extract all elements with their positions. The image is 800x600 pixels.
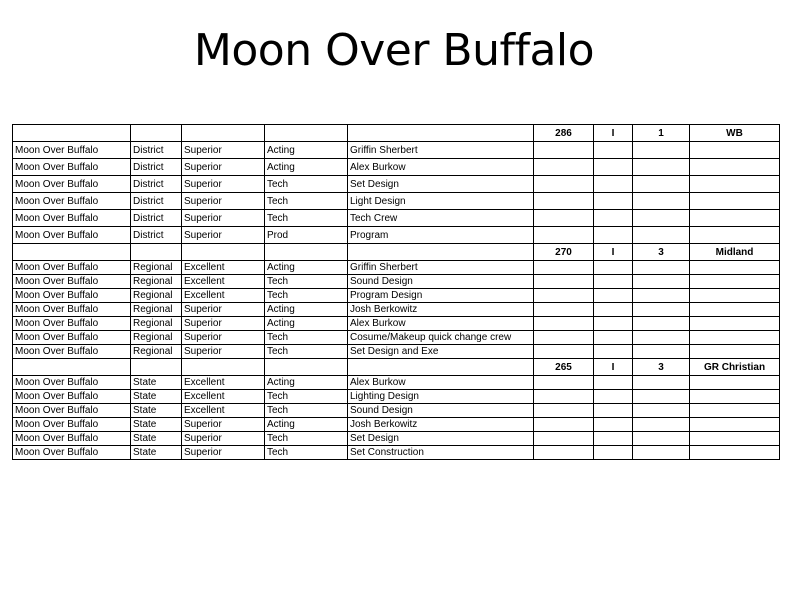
- rating-cell: Excellent: [182, 390, 265, 404]
- level-cell: State: [131, 446, 182, 460]
- level-cell: District: [131, 159, 182, 176]
- award-cell: Light Design: [348, 193, 534, 210]
- empty-cell: [534, 345, 594, 359]
- category-cell: Acting: [265, 303, 348, 317]
- empty-cell: [594, 390, 633, 404]
- table-row: [13, 210, 780, 227]
- empty-cell: [633, 289, 690, 303]
- level-cell: Regional: [131, 331, 182, 345]
- group-rank-cell: 3: [633, 244, 690, 261]
- level-cell: District: [131, 193, 182, 210]
- rating-cell: Excellent: [182, 289, 265, 303]
- empty-cell: [594, 142, 633, 159]
- show-cell: Moon Over Buffalo: [13, 261, 131, 275]
- category-cell: Acting: [265, 261, 348, 275]
- table-row: [13, 193, 780, 210]
- level-cell: State: [131, 432, 182, 446]
- award-cell: Set Design: [348, 176, 534, 193]
- table-row: [13, 331, 780, 345]
- empty-cell: [690, 390, 780, 404]
- empty-cell: [534, 142, 594, 159]
- show-cell: Moon Over Buffalo: [13, 176, 131, 193]
- group-rank-cell: 1: [633, 125, 690, 142]
- empty-cell: [594, 404, 633, 418]
- empty-cell: [131, 125, 182, 142]
- group-score-cell: 265: [534, 359, 594, 376]
- empty-cell: [348, 359, 534, 376]
- group-score-cell: 270: [534, 244, 594, 261]
- show-cell: Moon Over Buffalo: [13, 418, 131, 432]
- award-cell: Sound Design: [348, 404, 534, 418]
- empty-cell: [633, 142, 690, 159]
- category-cell: Acting: [265, 142, 348, 159]
- empty-cell: [594, 446, 633, 460]
- rating-cell: Superior: [182, 159, 265, 176]
- show-cell: Moon Over Buffalo: [13, 142, 131, 159]
- empty-cell: [633, 275, 690, 289]
- table-row: [13, 289, 780, 303]
- table-row: [13, 404, 780, 418]
- show-cell: Moon Over Buffalo: [13, 317, 131, 331]
- empty-cell: [594, 331, 633, 345]
- empty-cell: [633, 261, 690, 275]
- empty-cell: [633, 404, 690, 418]
- level-cell: Regional: [131, 317, 182, 331]
- empty-cell: [131, 359, 182, 376]
- empty-cell: [633, 376, 690, 390]
- category-cell: Tech: [265, 331, 348, 345]
- page-title: Moon Over Buffalo: [193, 25, 595, 76]
- empty-cell: [534, 289, 594, 303]
- empty-cell: [594, 176, 633, 193]
- group-header-row: [13, 244, 780, 261]
- group-header-row: [13, 125, 780, 142]
- empty-cell: [633, 345, 690, 359]
- empty-cell: [534, 303, 594, 317]
- level-cell: District: [131, 176, 182, 193]
- empty-cell: [633, 432, 690, 446]
- show-cell: Moon Over Buffalo: [13, 275, 131, 289]
- empty-cell: [633, 331, 690, 345]
- level-cell: Regional: [131, 289, 182, 303]
- table-body: [13, 125, 780, 460]
- empty-cell: [633, 210, 690, 227]
- level-cell: Regional: [131, 303, 182, 317]
- level-cell: State: [131, 376, 182, 390]
- group-score-cell: 286: [534, 125, 594, 142]
- award-cell: Josh Berkowitz: [348, 418, 534, 432]
- empty-cell: [534, 376, 594, 390]
- show-cell: Moon Over Buffalo: [13, 227, 131, 244]
- rating-cell: Excellent: [182, 261, 265, 275]
- empty-cell: [690, 345, 780, 359]
- empty-cell: [534, 331, 594, 345]
- rating-cell: Excellent: [182, 376, 265, 390]
- empty-cell: [594, 210, 633, 227]
- table-row: [13, 176, 780, 193]
- table-row: [13, 317, 780, 331]
- level-cell: District: [131, 142, 182, 159]
- empty-cell: [182, 359, 265, 376]
- category-cell: Tech: [265, 193, 348, 210]
- category-cell: Tech: [265, 404, 348, 418]
- category-cell: Tech: [265, 345, 348, 359]
- group-rank-cell: 3: [633, 359, 690, 376]
- empty-cell: [690, 446, 780, 460]
- empty-cell: [633, 390, 690, 404]
- empty-cell: [690, 317, 780, 331]
- award-cell: Tech Crew: [348, 210, 534, 227]
- empty-cell: [690, 432, 780, 446]
- empty-cell: [594, 227, 633, 244]
- table-row: [13, 227, 780, 244]
- show-cell: Moon Over Buffalo: [13, 331, 131, 345]
- group-host-cell: WB: [690, 125, 780, 142]
- rating-cell: Superior: [182, 142, 265, 159]
- empty-cell: [534, 446, 594, 460]
- empty-cell: [594, 289, 633, 303]
- awards-table: [12, 124, 780, 460]
- show-cell: Moon Over Buffalo: [13, 432, 131, 446]
- table-row: [13, 418, 780, 432]
- empty-cell: [690, 176, 780, 193]
- empty-cell: [690, 404, 780, 418]
- empty-cell: [131, 244, 182, 261]
- category-cell: Tech: [265, 390, 348, 404]
- empty-cell: [265, 359, 348, 376]
- empty-cell: [534, 210, 594, 227]
- group-header-row: [13, 359, 780, 376]
- group-rating-cell: I: [594, 125, 633, 142]
- rating-cell: Superior: [182, 345, 265, 359]
- empty-cell: [633, 193, 690, 210]
- empty-cell: [348, 244, 534, 261]
- level-cell: State: [131, 390, 182, 404]
- category-cell: Tech: [265, 446, 348, 460]
- group-host-cell: Midland: [690, 244, 780, 261]
- rating-cell: Superior: [182, 446, 265, 460]
- award-cell: Cosume/Makeup quick change crew: [348, 331, 534, 345]
- table-row: [13, 303, 780, 317]
- award-cell: Set Construction: [348, 446, 534, 460]
- empty-cell: [13, 244, 131, 261]
- category-cell: Acting: [265, 376, 348, 390]
- empty-cell: [594, 418, 633, 432]
- empty-cell: [534, 404, 594, 418]
- empty-cell: [265, 244, 348, 261]
- empty-cell: [348, 125, 534, 142]
- table-row: [13, 446, 780, 460]
- category-cell: Prod: [265, 227, 348, 244]
- empty-cell: [594, 376, 633, 390]
- empty-cell: [633, 176, 690, 193]
- empty-cell: [182, 125, 265, 142]
- empty-cell: [690, 376, 780, 390]
- empty-cell: [633, 317, 690, 331]
- empty-cell: [594, 193, 633, 210]
- empty-cell: [534, 390, 594, 404]
- empty-cell: [690, 289, 780, 303]
- rating-cell: Superior: [182, 176, 265, 193]
- empty-cell: [633, 303, 690, 317]
- level-cell: State: [131, 418, 182, 432]
- table-row: [13, 390, 780, 404]
- empty-cell: [265, 125, 348, 142]
- table-row: [13, 142, 780, 159]
- empty-cell: [690, 331, 780, 345]
- empty-cell: [182, 244, 265, 261]
- empty-cell: [534, 418, 594, 432]
- table-row: [13, 261, 780, 275]
- show-cell: Moon Over Buffalo: [13, 390, 131, 404]
- empty-cell: [534, 261, 594, 275]
- empty-cell: [594, 432, 633, 446]
- empty-cell: [13, 125, 131, 142]
- group-rating-cell: I: [594, 359, 633, 376]
- show-cell: Moon Over Buffalo: [13, 159, 131, 176]
- empty-cell: [534, 275, 594, 289]
- award-cell: Sound Design: [348, 275, 534, 289]
- category-cell: Tech: [265, 210, 348, 227]
- level-cell: District: [131, 227, 182, 244]
- award-cell: Set Design: [348, 432, 534, 446]
- award-cell: Griffin Sherbert: [348, 142, 534, 159]
- award-cell: Josh Berkowitz: [348, 303, 534, 317]
- level-cell: Regional: [131, 261, 182, 275]
- empty-cell: [534, 227, 594, 244]
- table-row: [13, 345, 780, 359]
- show-cell: Moon Over Buffalo: [13, 289, 131, 303]
- show-cell: Moon Over Buffalo: [13, 193, 131, 210]
- empty-cell: [594, 261, 633, 275]
- empty-cell: [690, 275, 780, 289]
- rating-cell: Superior: [182, 210, 265, 227]
- award-cell: Lighting Design: [348, 390, 534, 404]
- show-cell: Moon Over Buffalo: [13, 210, 131, 227]
- award-cell: Alex Burkow: [348, 317, 534, 331]
- group-rating-cell: I: [594, 244, 633, 261]
- empty-cell: [690, 142, 780, 159]
- award-cell: Griffin Sherbert: [348, 261, 534, 275]
- empty-cell: [633, 418, 690, 432]
- level-cell: State: [131, 404, 182, 418]
- rating-cell: Superior: [182, 317, 265, 331]
- empty-cell: [534, 432, 594, 446]
- empty-cell: [534, 317, 594, 331]
- empty-cell: [690, 227, 780, 244]
- empty-cell: [633, 227, 690, 244]
- table-row: [13, 275, 780, 289]
- rating-cell: Superior: [182, 303, 265, 317]
- rating-cell: Superior: [182, 432, 265, 446]
- empty-cell: [13, 359, 131, 376]
- category-cell: Acting: [265, 317, 348, 331]
- rating-cell: Superior: [182, 331, 265, 345]
- empty-cell: [690, 193, 780, 210]
- award-cell: Program: [348, 227, 534, 244]
- empty-cell: [594, 159, 633, 176]
- show-cell: Moon Over Buffalo: [13, 446, 131, 460]
- empty-cell: [690, 261, 780, 275]
- category-cell: Tech: [265, 289, 348, 303]
- level-cell: District: [131, 210, 182, 227]
- award-cell: Set Design and Exe: [348, 345, 534, 359]
- empty-cell: [534, 159, 594, 176]
- category-cell: Acting: [265, 418, 348, 432]
- table-row: [13, 159, 780, 176]
- empty-cell: [534, 193, 594, 210]
- table-row: [13, 432, 780, 446]
- group-host-cell: GR Christian: [690, 359, 780, 376]
- level-cell: Regional: [131, 275, 182, 289]
- award-cell: Alex Burkow: [348, 376, 534, 390]
- rating-cell: Superior: [182, 227, 265, 244]
- category-cell: Tech: [265, 432, 348, 446]
- rating-cell: Excellent: [182, 404, 265, 418]
- show-cell: Moon Over Buffalo: [13, 303, 131, 317]
- rating-cell: Superior: [182, 193, 265, 210]
- empty-cell: [690, 303, 780, 317]
- empty-cell: [594, 303, 633, 317]
- empty-cell: [690, 159, 780, 176]
- category-cell: Tech: [265, 176, 348, 193]
- award-cell: Alex Burkow: [348, 159, 534, 176]
- empty-cell: [594, 317, 633, 331]
- table-row: [13, 376, 780, 390]
- empty-cell: [594, 275, 633, 289]
- category-cell: Acting: [265, 159, 348, 176]
- rating-cell: Excellent: [182, 275, 265, 289]
- empty-cell: [633, 446, 690, 460]
- rating-cell: Superior: [182, 418, 265, 432]
- level-cell: Regional: [131, 345, 182, 359]
- empty-cell: [690, 210, 780, 227]
- show-cell: Moon Over Buffalo: [13, 345, 131, 359]
- empty-cell: [534, 176, 594, 193]
- empty-cell: [690, 418, 780, 432]
- award-cell: Program Design: [348, 289, 534, 303]
- empty-cell: [594, 345, 633, 359]
- empty-cell: [633, 159, 690, 176]
- show-cell: Moon Over Buffalo: [13, 404, 131, 418]
- category-cell: Tech: [265, 275, 348, 289]
- show-cell: Moon Over Buffalo: [13, 376, 131, 390]
